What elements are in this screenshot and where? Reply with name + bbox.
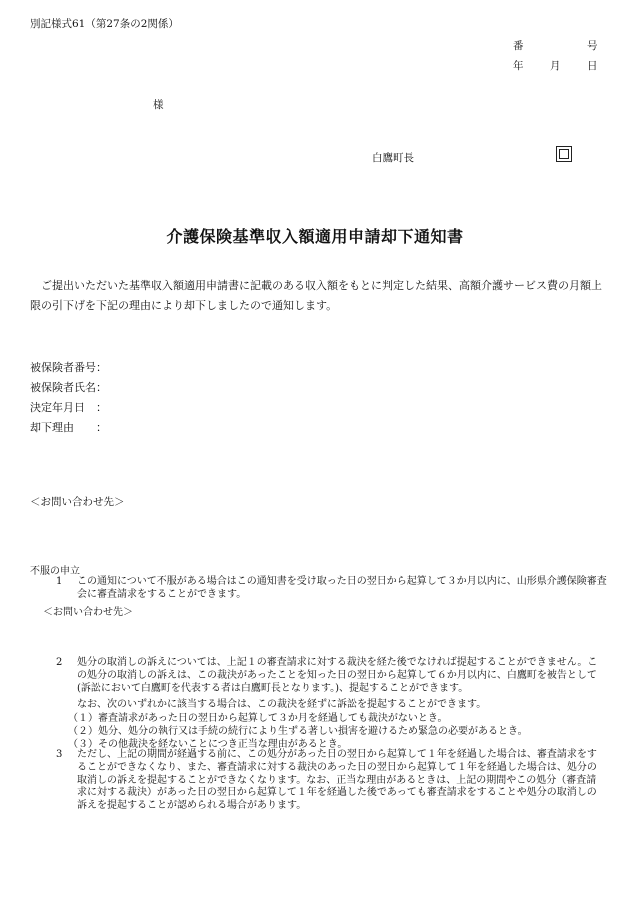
seal-icon (556, 146, 572, 162)
date-year-label: 年 (513, 60, 524, 72)
objection-sub-item-2: （２）処分、処分の執行又は手続の続行により生ずる著しい損害を避けるため緊急の必要があるとき。 (68, 726, 528, 737)
seal-inner-box (559, 149, 569, 159)
addressee-honorific: 様 (153, 99, 164, 111)
field-insured-number: 被保険者番号： (30, 361, 107, 374)
field-decision-date: 決定年月日 ： (30, 401, 107, 414)
objection-item-2-number: 2 (56, 657, 63, 668)
field-insured-name: 被保険者氏名： (30, 381, 107, 394)
issuer-name: 白鷹町長 (372, 152, 414, 164)
objection-sub-item-1: （１）審査請求があった日の翌日から起算して３か月を経過しても裁決がないとき。 (68, 713, 448, 724)
objection-sub-item-3: （３）その他裁決を経ないことにつき正当な理由があるとき。 (68, 739, 348, 750)
objection-item-2-text: 処分の取消しの訴えについては、上記１の審査請求に対する裁決を経た後でなければ提起することができません。この処分の取消しの訴えは、この裁決があったことを知った日の翌日から起算して６か月以内に、白鷹町を被告として(訴訟において白鷹町を代表する者は白鷹町長となります。)、提起することができます。 (77, 657, 598, 694)
document-number-suffix: 号 (587, 40, 598, 52)
objection-item-1-number: 1 (56, 576, 63, 587)
intro-paragraph: ご提出いただいた基準収入額適用申請書に記載のある収入額をもとに判定した結果、高額介護サービス費の月額上限の引下げを下記の理由により却下しましたので通知します。 (30, 279, 602, 312)
document-title: 介護保険基準収入額適用申請却下通知書 (166, 227, 464, 246)
form-identifier: 別記様式61（第27条の2関係） (30, 18, 179, 30)
contact-label-secondary: ＜お問い合わせ先＞ (43, 607, 133, 618)
objection-item-2-note: なお、次のいずれかに該当する場合は、この裁決を経ずに訴訟を提起することができます。 (77, 699, 487, 710)
objection-heading: 不服の申立 (30, 566, 80, 577)
objection-item-3-number: 3 (56, 749, 63, 760)
date-day-label: 日 (587, 60, 598, 72)
document-number-label: 番 (513, 40, 524, 52)
date-month-label: 月 (550, 60, 561, 72)
contact-label: ＜お問い合わせ先＞ (30, 496, 125, 508)
objection-item-1-text: この通知について不服がある場合はこの通知書を受け取った日の翌日から起算して３か月以内に、山形県介護保険審査会に審査請求をすることができます。 (77, 576, 607, 600)
objection-item-3-text: ただし、上記の期間が経過する前に、この処分があった日の翌日から起算して１年を経過した場合は、審査請求をすることができなくなり、また、審査請求に対する裁決のあった日の翌日から起算して１年を経過した場合は、処分の取消しの訴えを提起することができなくなります。なお、正当な理由があるときは、上記の期間やこの処分（審査請求に対する裁決）があった日の翌日から起算して１年を経過した後であっても審査請求をすることや処分の取消しの訴えを提起することが認められる場合があります。 (77, 749, 597, 812)
field-rejection-reason: 却下理由 ： (30, 421, 107, 434)
